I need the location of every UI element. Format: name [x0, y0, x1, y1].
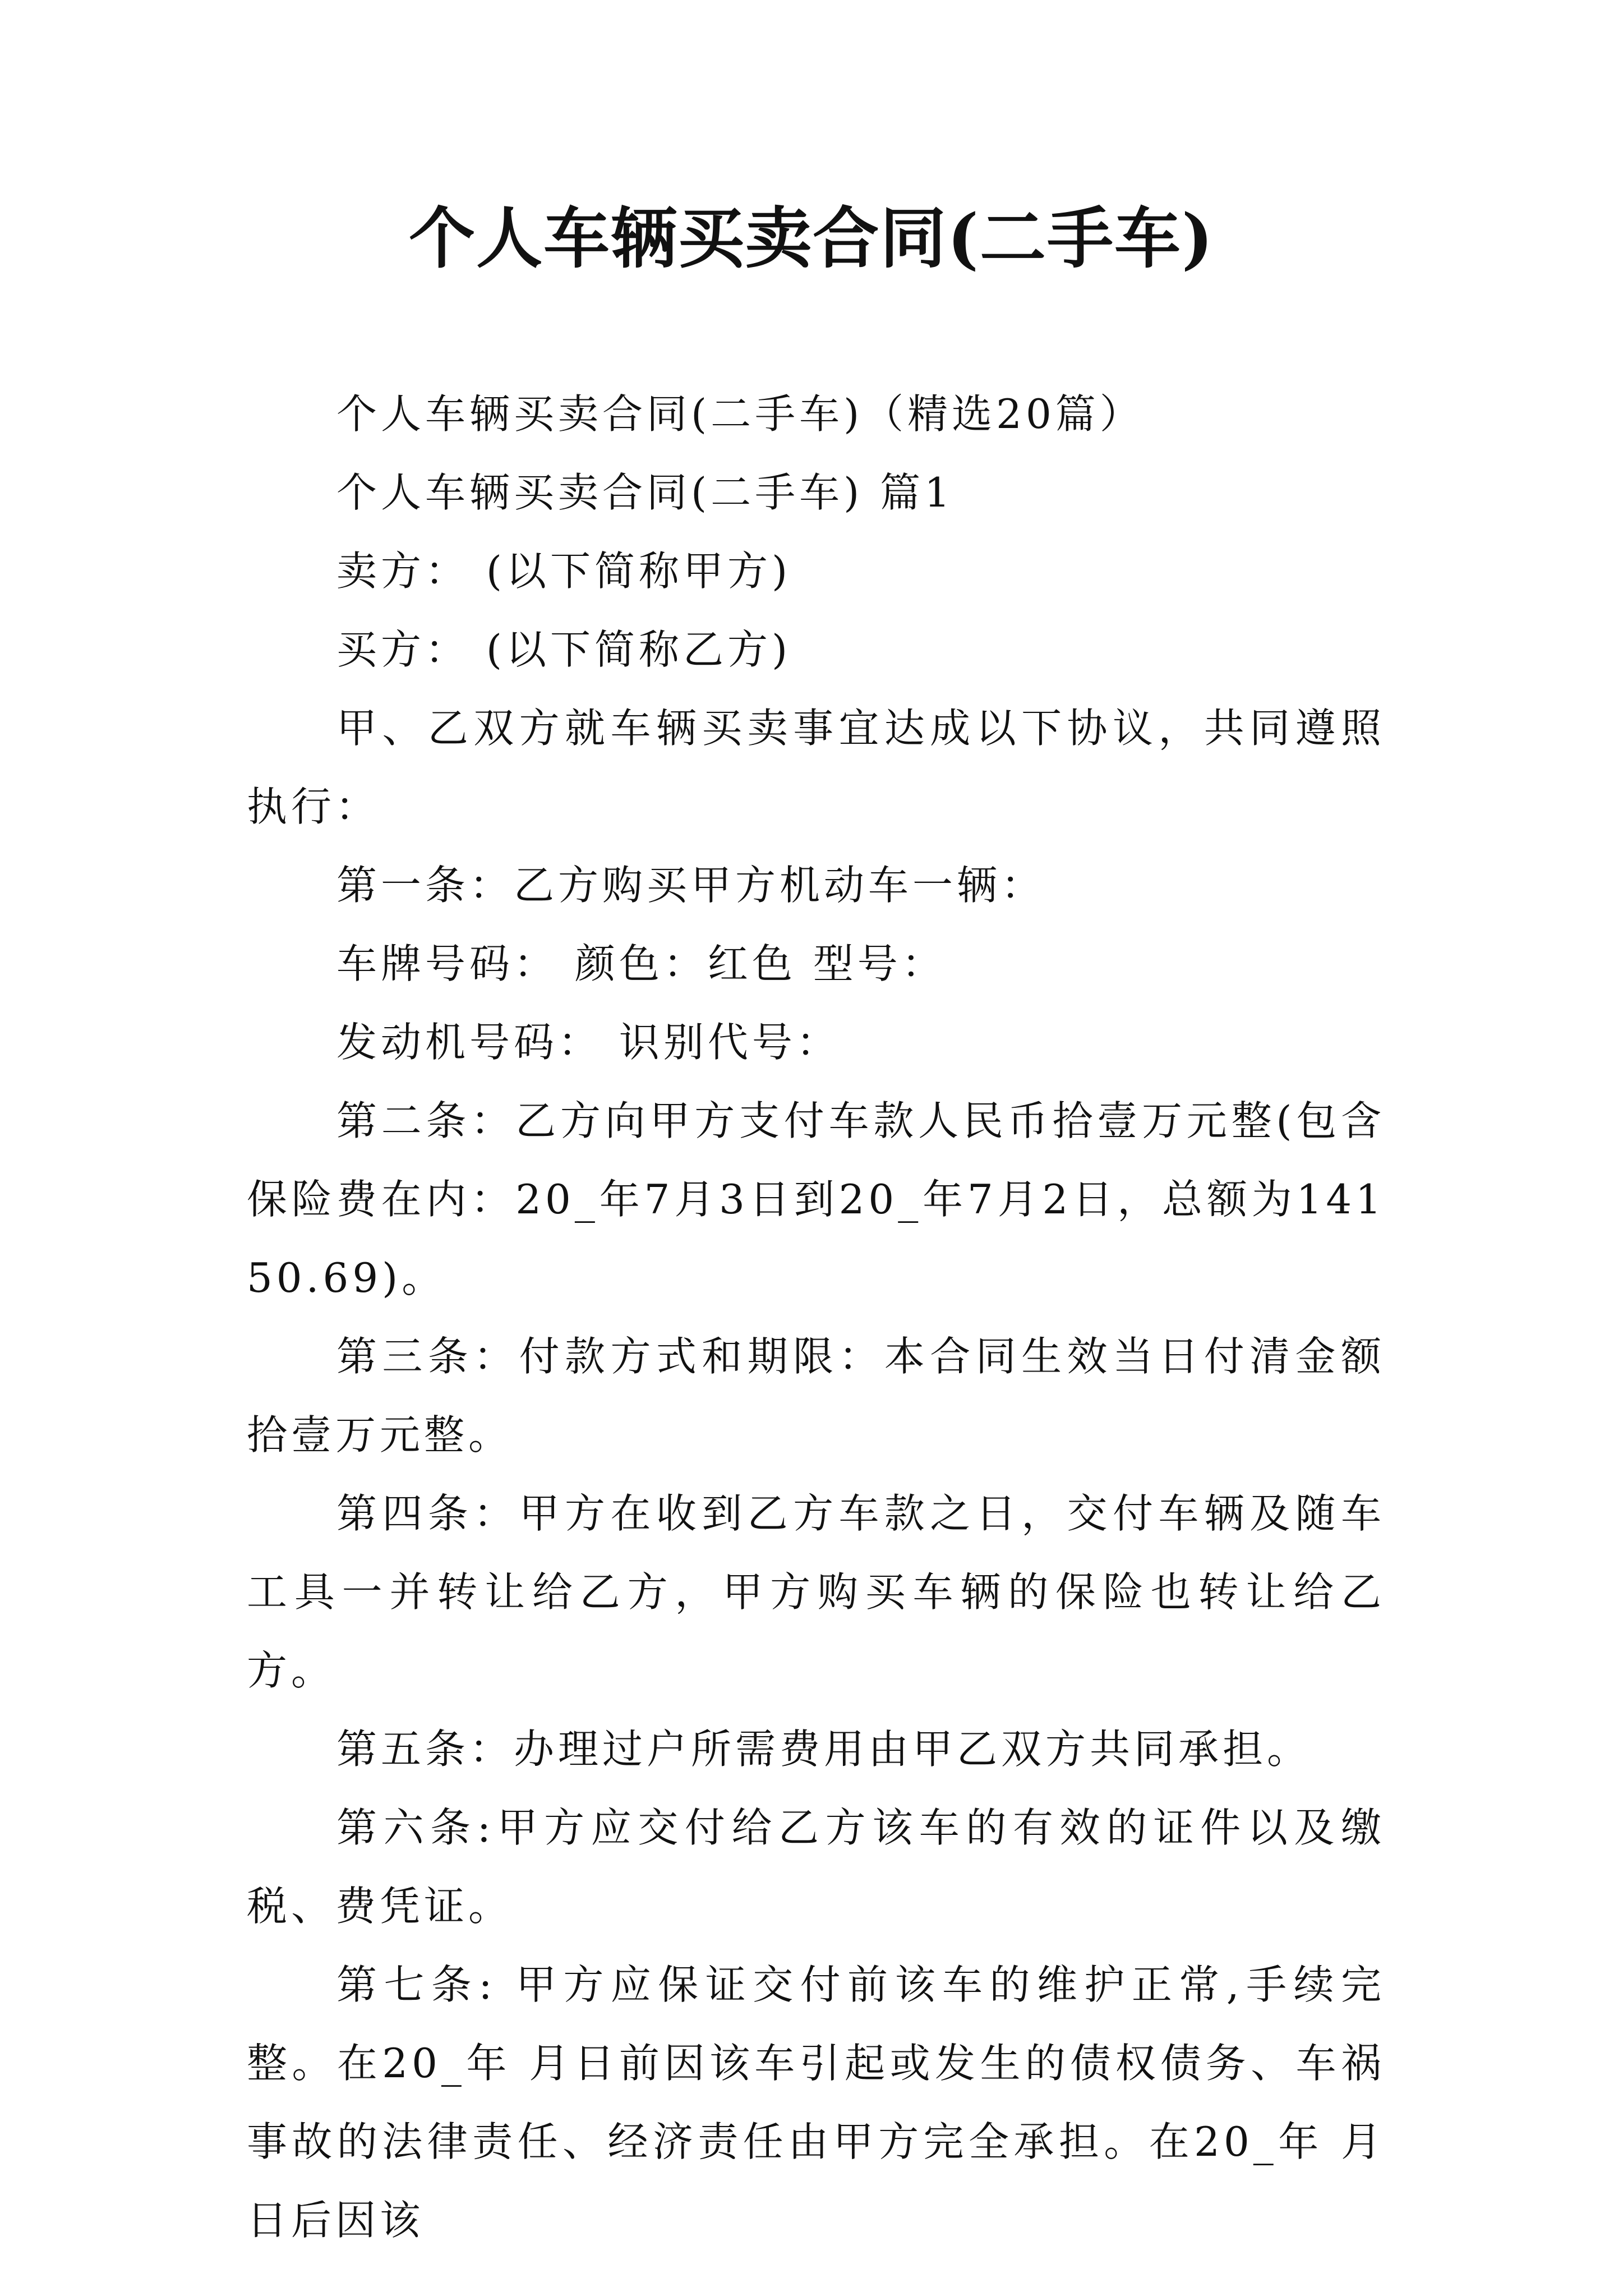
document-body: [247, 375, 1385, 2260]
paragraph-article-1: 第一条：乙方购买甲方机动车一辆：: [336, 862, 1046, 909]
paragraph-article-5: 第五条：办理过户所需费用由甲乙双方共同承担。: [336, 1726, 1312, 1773]
paragraph-agreement-intro: 甲、乙双方就车辆买卖事宜达成以下协议，共同遵照执行：: [247, 705, 1385, 830]
paragraph-section-heading: 个人车辆买卖合同(二手车) 篇1: [336, 469, 954, 516]
paragraph-article-4: 第四条：甲方在收到乙方车款之日，交付车辆及随车工具一并转让给乙方，甲方购买车辆的保险也转让给乙方。: [247, 1490, 1385, 1694]
paragraph-article-7: 第七条: 甲方应保证交付前该车的维护正常,手续完整。在20_年 月日前因该车引起或发生的债权债务、车祸事故的法律责任、经济责任由甲方完全承担。在20_年 月日后因该: [247, 1961, 1385, 2244]
paragraph-article-3: 第三条：付款方式和期限：本合同生效当日付清金额拾壹万元整。: [247, 1333, 1385, 1458]
paragraph-seller: 卖方： (以下简称甲方): [336, 547, 792, 595]
paragraph-subtitle: 个人车辆买卖合同(二手车)（精选20篇）: [336, 390, 1144, 438]
paragraph-vehicle-plate-color: 车牌号码： 颜色：红色 型号：: [336, 940, 946, 987]
document-title: 个人车辆买卖合同(二手车): [409, 199, 1214, 277]
paragraph-article-2: 第二条：乙方向甲方支付车款人民币拾壹万元整(包含保险费在内：20_年7月3日到20_年7月2日，总额为14150.69)。: [247, 1097, 1385, 1301]
paragraph-buyer: 买方： (以下简称乙方): [336, 626, 792, 673]
paragraph-article-6: 第六条:甲方应交付给乙方该车的有效的证件以及缴税、费凭证。: [247, 1804, 1385, 1930]
paragraph-engine-id: 发动机号码： 识别代号：: [336, 1019, 841, 1066]
